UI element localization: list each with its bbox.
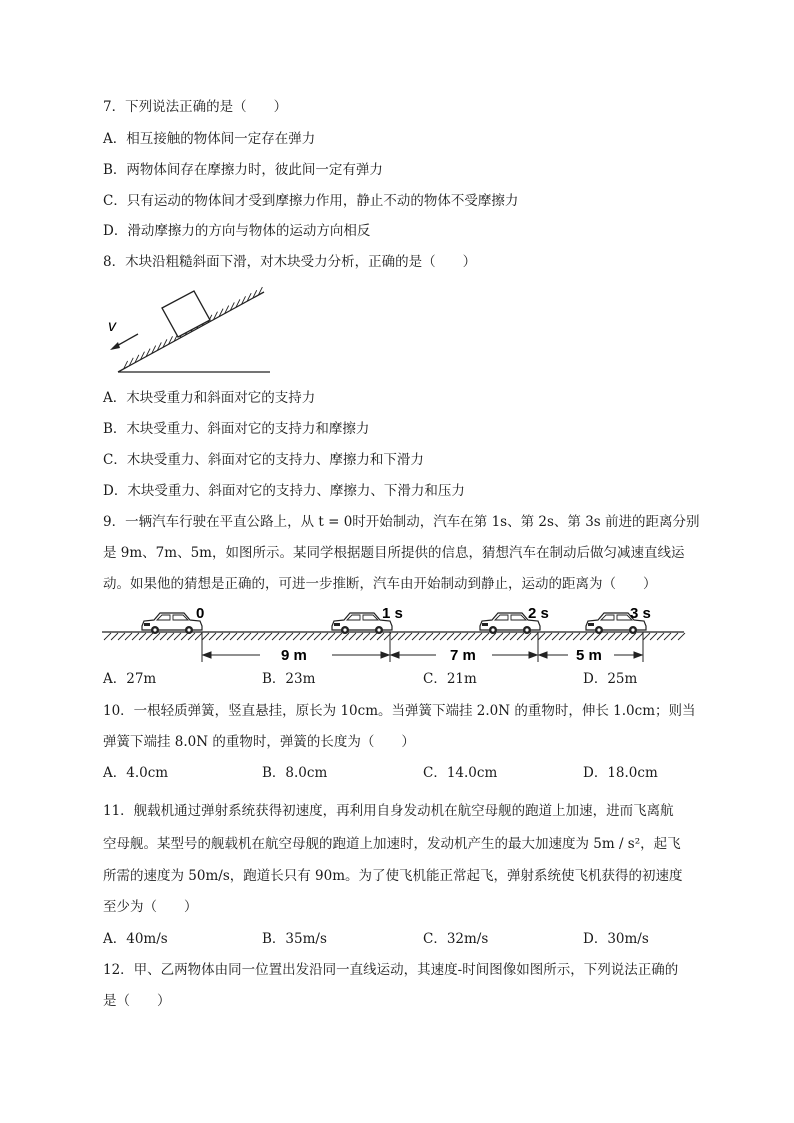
q11-option-a: A．40m/s: [103, 931, 168, 947]
block: [162, 291, 210, 337]
q8-option-b: B．木块受重力、斜面对它的支持力和摩擦力: [103, 421, 370, 437]
q9-option-a: A．27m: [103, 671, 157, 687]
time-label-0: 0: [196, 605, 205, 622]
q9-option-d: D．25m: [583, 671, 638, 687]
q10-option-d: D．18.0cm: [583, 765, 658, 781]
q11-option-c: C．32m/s: [423, 931, 489, 947]
distance-label-1: 9 m: [281, 647, 307, 664]
dist-arrowhead-3a: [539, 652, 547, 658]
q11-option-d: D．30m/s: [583, 931, 649, 947]
q10-option-b: B．8.0cm: [262, 765, 328, 781]
q9-option-c: C．21m: [423, 671, 477, 687]
q10-line-2: 弹簧下端挂 8.0N 的重物时，弹簧的长度为（ ）: [103, 734, 415, 750]
q7-option-a: A．相互接触的物体间一定存在弹力: [103, 131, 316, 147]
q11-option-b: B．35m/s: [262, 931, 327, 947]
q8-option-c: C．木块受重力、斜面对它的支持力、摩擦力和下滑力: [103, 452, 424, 468]
q8-option-a: A．木块受重力和斜面对它的支持力: [103, 390, 316, 406]
velocity-arrowhead: [110, 342, 120, 350]
distance-label-3: 5 m: [576, 647, 602, 664]
dist-arrowhead-1a: [203, 652, 211, 658]
q9-line-2: 是 9m、7m、5m，如图所示。某同学根据题目所提供的信息，猜想汽车在制动后做匀减速直线运: [103, 545, 685, 561]
q7-option-d: D．滑动摩擦力的方向与物体的运动方向相反: [103, 223, 371, 239]
q11-line-2: 空母舰。某型号的舰载机在航空母舰的跑道上加速时，发动机产生的最大加速度为 5m / s²，起飞: [103, 836, 681, 852]
time-label-1: 1 s: [382, 605, 403, 622]
q9-option-b: B．23m: [262, 671, 316, 687]
q12-line-1: 12．甲、乙两物体由同一位置出发沿同一直线运动，其速度-时间图像如图所示，下列说法正确的: [103, 962, 679, 978]
q10-option-c: C．14.0cm: [423, 765, 498, 781]
road-hatching: [104, 633, 685, 640]
q11-line-3: 所需的速度为 50m/s，跑道长只有 90m。为了使飞机能正常起飞，弹射系统使飞机获得的初速度: [103, 868, 683, 884]
dist-arrowhead-3b: [634, 652, 642, 658]
dist-arrowhead-2a: [391, 652, 399, 658]
velocity-label: v: [108, 318, 116, 335]
q7-option-c: C．只有运动的物体间才受到摩擦力作用，静止不动的物体不受摩擦力: [103, 193, 519, 209]
dist-arrowhead-2b: [529, 652, 537, 658]
q11-line-4: 至少为（ ）: [103, 899, 198, 915]
q8-option-d: D．木块受重力、斜面对它的支持力、摩擦力、下滑力和压力: [103, 483, 465, 499]
time-label-3: 3 s: [630, 605, 651, 622]
q10-line-1: 10．一根轻质弹簧，竖直悬挂，原长为 10cm。当弹簧下端挂 2.0N 的重物时，伸长 1.0cm；则当: [103, 703, 696, 719]
q7-stem: 7．下列说法正确的是（ ）: [103, 99, 288, 115]
q7-option-b: B．两物体间存在摩擦力时，彼此间一定有弹力: [103, 162, 383, 178]
q8-stem: 8．木块沿粗糙斜面下滑，对木块受力分析，正确的是（ ）: [103, 254, 477, 270]
car-braking-figure: [100, 600, 690, 670]
q9-line-3: 动。如果他的猜想是正确的，可进一步推断，汽车由开始制动到静止，运动的距离为（ ）: [103, 576, 657, 592]
incline-block-figure: [100, 284, 270, 380]
q10-option-a: A．4.0cm: [103, 765, 169, 781]
time-label-2: 2 s: [528, 605, 549, 622]
q11-line-1: 11．舰载机通过弹射系统获得初速度，再利用自身发动机在航空母舰的跑道上加速，进而飞离航: [103, 803, 674, 819]
dist-arrowhead-1b: [381, 652, 389, 658]
distance-label-2: 7 m: [450, 647, 476, 664]
q12-line-2: 是（ ）: [103, 993, 171, 1009]
car-0: [142, 613, 202, 634]
q9-line-1: 9．一辆汽车行驶在平直公路上，从 t = 0时开始制动，汽车在第 1s、第 2s、第 3s 前进的距离分别: [103, 514, 700, 530]
